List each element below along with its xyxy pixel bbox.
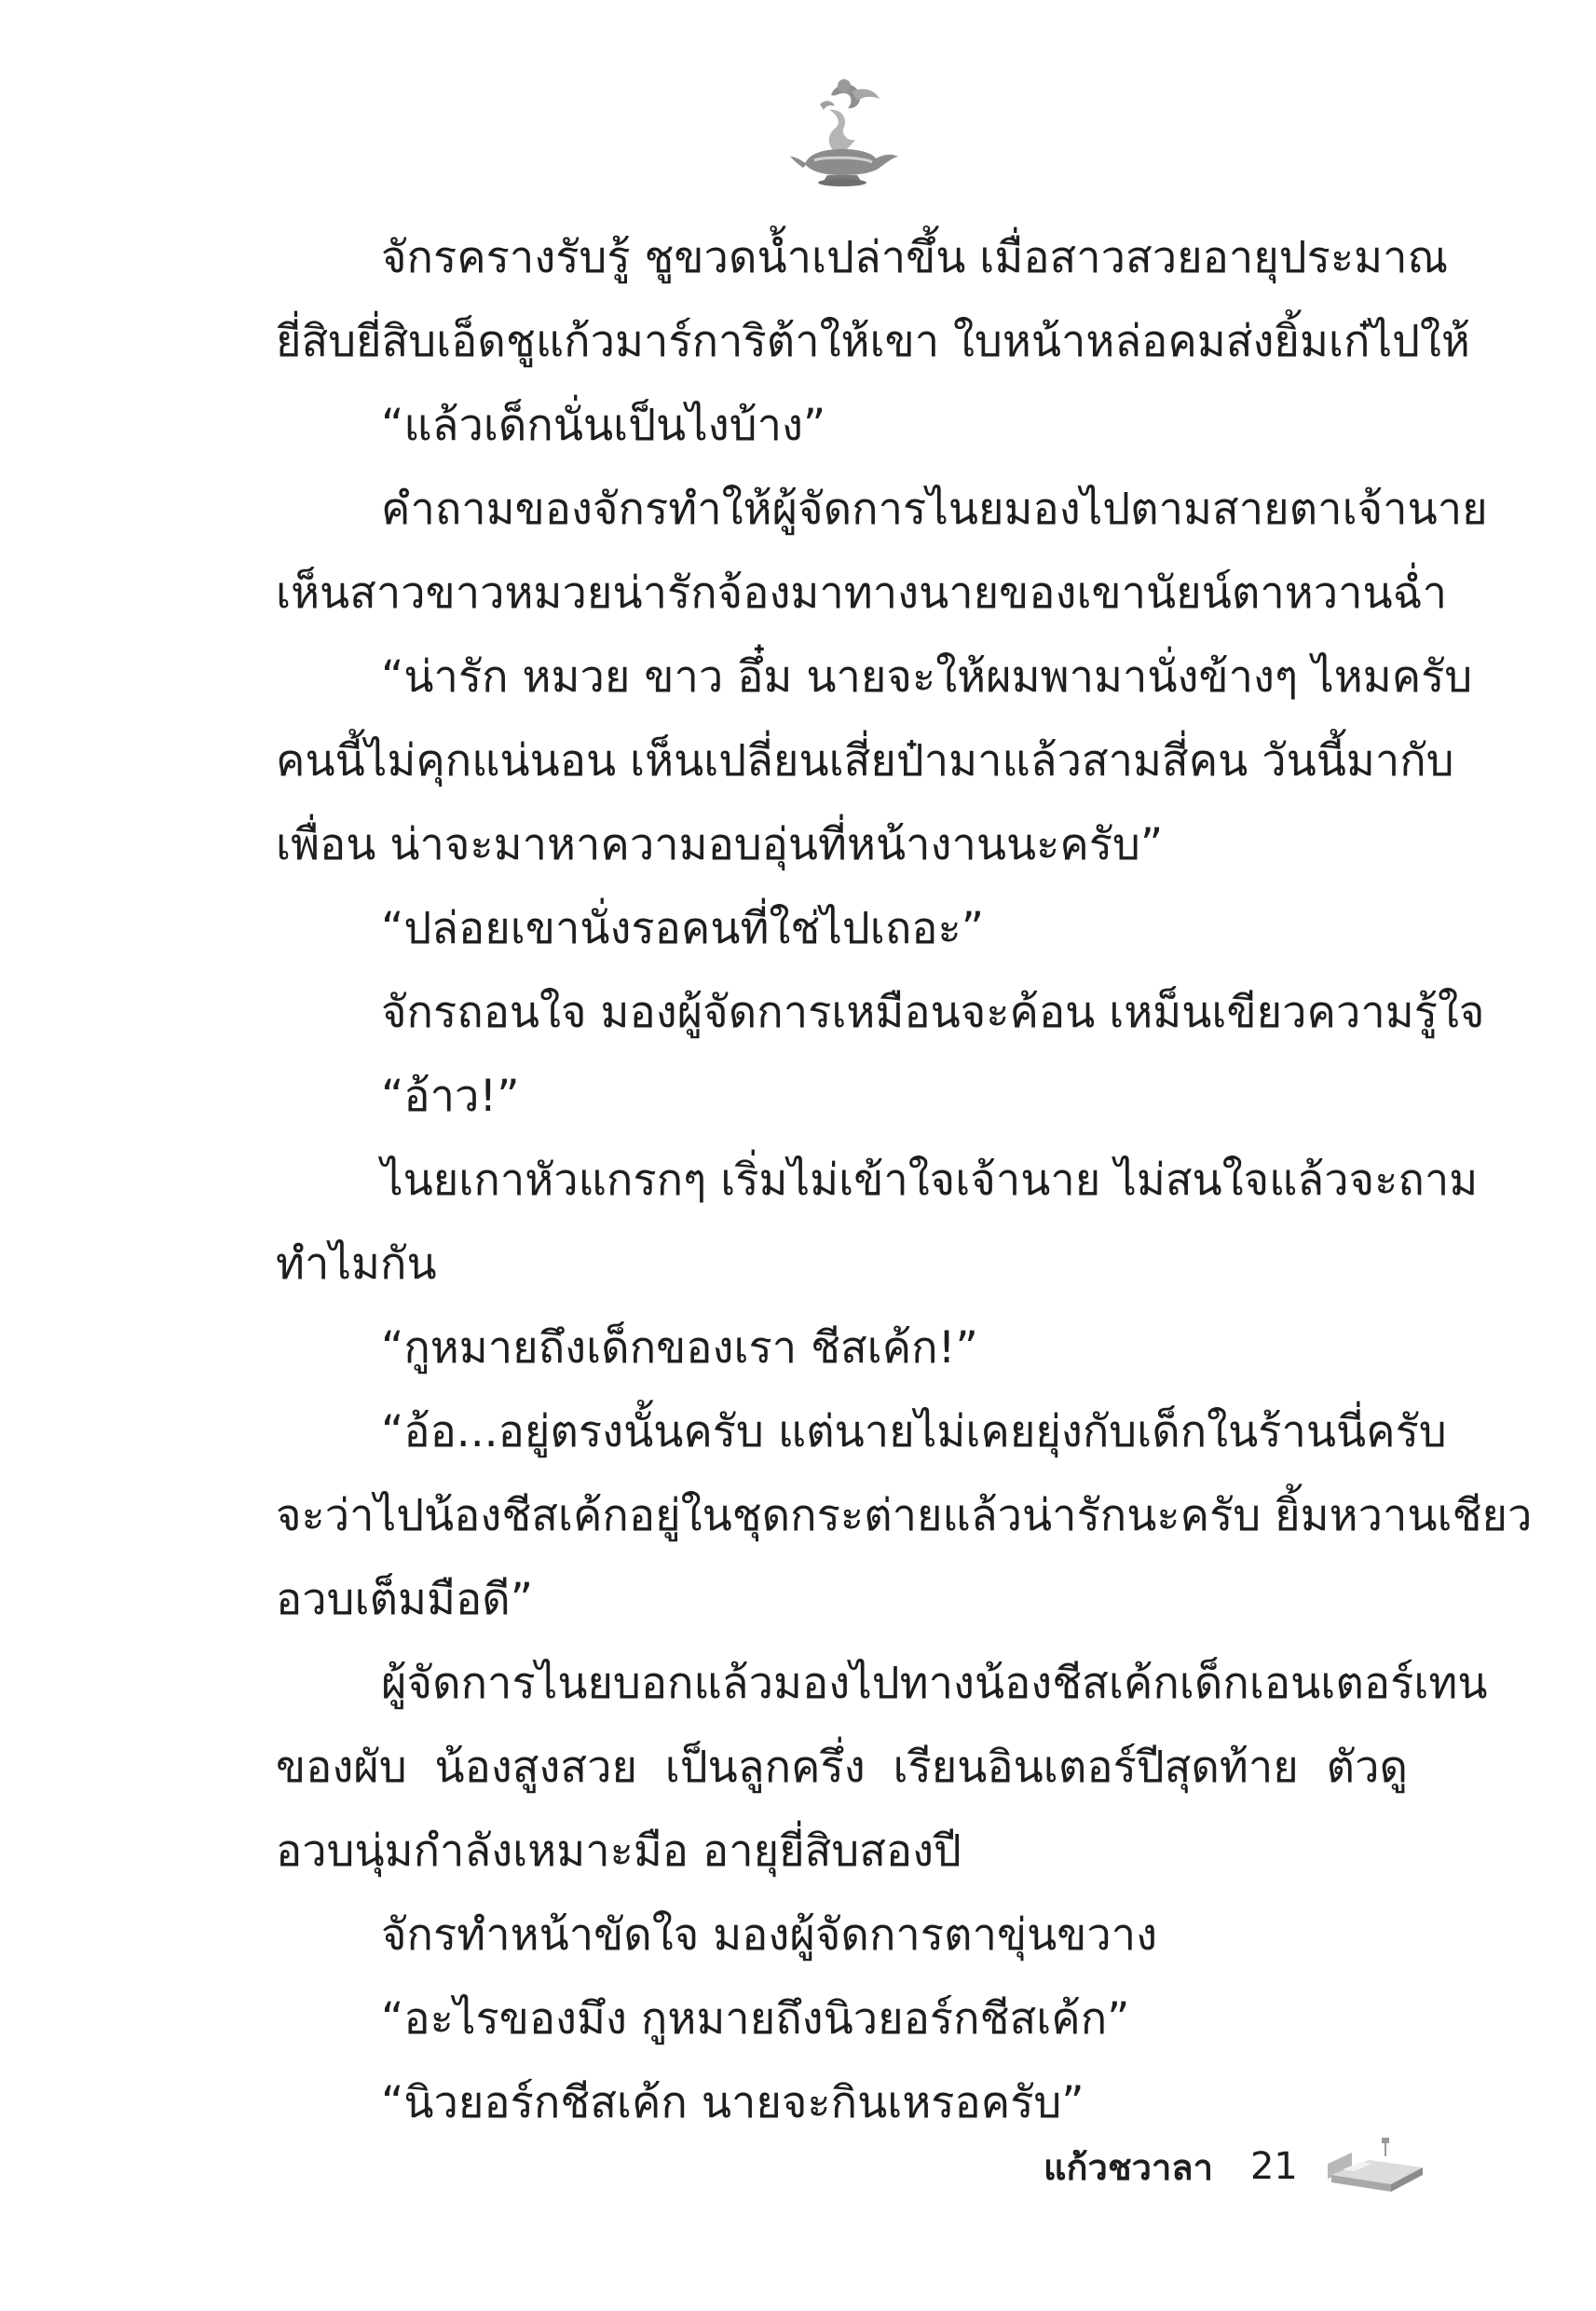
text-line: จักรทำหน้าขัดใจ มองผู้จัดการตาขุ่นขวาง [381,1909,1158,1961]
text-line: “อ้าว!” [381,1071,520,1122]
text-line: เพื่อน น่าจะมาหาความอบอุ่นที่หน้างานนะครับ” [276,819,1164,870]
text-line: อวบนุ่มกำลังเหมาะมือ อายุยี่สิบสองปี [276,1826,962,1877]
text-line: ผู้จัดการไนยบอกแล้วมองไปทางน้องชีสเค้กเด็กเอนเตอร์เทน [381,1658,1488,1709]
text-line: “ปล่อยเขานั่งรอคนที่ใช่ไปเถอะ” [381,903,985,954]
text-line: “อ้อ...อยู่ตรงนั้นครับ แต่นายไม่เคยยุ่งกับเด็กในร้านนี่ครับ [381,1406,1447,1457]
book-title: แก้วชวาลา [1044,2146,1213,2188]
text-line: “น่ารัก หมวย ขาว อึ๋ม นายจะให้ผมพามานั่งข้างๆ ไหมครับ [381,651,1473,703]
body-text [276,216,1533,2145]
text-line: “กูหมายถึงเด็กของเรา ชีสเค้ก!” [381,1322,978,1374]
page-footer [1044,2134,1426,2199]
text-line: “นิวยอร์กชีสเค้ก นายจะกินเหรอครับ” [381,2077,1084,2128]
text-line: “แล้วเด็กนั่นเป็นไงบ้าง” [381,400,826,451]
genie-lamp-icon [783,67,904,188]
text-line: จักรถอนใจ มองผู้จัดการเหมือนจะค้อน เหม็นเขียวความรู้ใจ [381,987,1485,1038]
text-line: อวบเต็มมือดี” [276,1574,534,1625]
text-line: ยี่สิบยี่สิบเอ็ดชูแก้วมาร์การิต้าให้เขา ใบหน้าหล่อคมส่งยิ้มเก๋ไปให้ [276,316,1470,367]
bed-icon [1324,2136,1426,2197]
text-line: ไนยเกาหัวแกรกๆ เริ่มไม่เข้าใจเจ้านาย ไม่สนใจแล้วจะถาม [381,1155,1479,1206]
text-line: จักรครางรับรู้ ชูขวดน้ำเปล่าขึ้น เมื่อสาวสวยอายุประมาณ [381,232,1449,283]
text-line: ของผับ น้องสูงสวย เป็นลูกครึ่ง เรียนอินเตอร์ปีสุดท้าย ตัวดู [276,1742,1408,1793]
text-line: เห็นสาวขาวหมวยน่ารักจ้องมาทางนายของเขานัยน์ตาหวานฉ่ำ [276,567,1448,619]
text-line: “อะไรของมึง กูหมายถึงนิวยอร์กชีสเค้ก” [381,1993,1130,2044]
page-number: 21 [1249,2145,1298,2188]
text-line: คนนี้ไม่คุกแน่นอน เห็นเปลี่ยนเสี่ยป๋ามาแล้วสามสี่คน วันนี้มากับ [276,735,1454,786]
text-line: จะว่าไปน้องชีสเค้กอยู่ในชุดกระต่ายแล้วน่ารักนะครับ ยิ้มหวานเชียว [276,1490,1533,1541]
text-line: คำถามของจักรทำให้ผู้จัดการไนยมองไปตามสายตาเจ้านาย [381,484,1488,535]
text-line: ทำไมกัน [276,1238,437,1290]
